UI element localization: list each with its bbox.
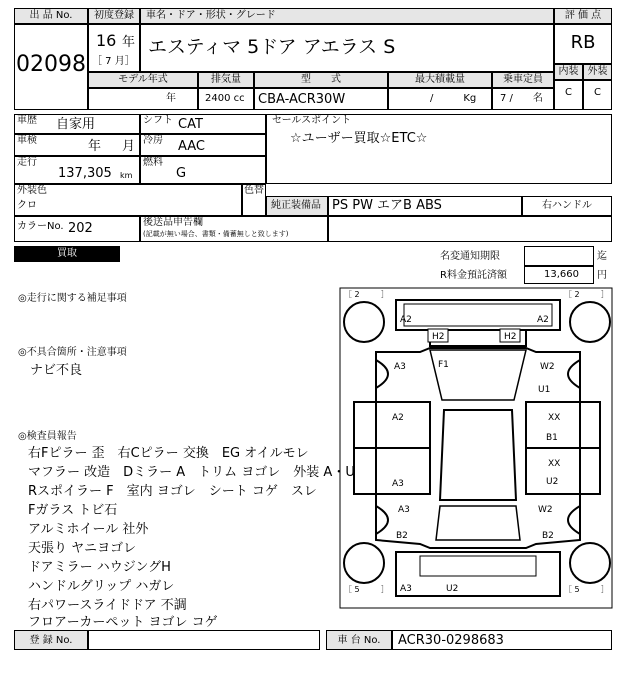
code-quarter-right-b: B2 — [542, 531, 554, 541]
ext-color-value: クロ — [17, 200, 37, 211]
ac-value: AAC — [178, 139, 205, 154]
tire-fr-icon — [570, 302, 610, 342]
chassis-no: ACR30-0298683 — [398, 633, 504, 648]
code-door-left-front: A2 — [392, 413, 404, 423]
inspection-label: 車検 — [17, 135, 37, 146]
car-name-label: 車名・ドア・形状・グレード — [146, 10, 276, 21]
code-front-bumper-b: A2 — [537, 315, 549, 325]
recycle-amount: 13,660 — [544, 269, 579, 280]
code-door-right-rear-u: U2 — [546, 477, 559, 487]
inspector-line: Fガラス トビ石 — [28, 503, 118, 518]
first-reg-label: 初度登録 — [94, 10, 134, 21]
handle-value: 右ハンドル — [542, 200, 592, 211]
model-year-unit: 年 — [166, 93, 176, 104]
docs-note: (記載が無い場合、書類・備蓄無しと致します) — [143, 230, 289, 238]
equipment-value: PS PW エアB ABS — [332, 198, 442, 213]
capacity-label: 乗車定員 — [503, 74, 543, 85]
tire-rr-label: ［ 5 ］ — [564, 585, 609, 594]
exterior-label: 外装 — [587, 66, 608, 77]
reg-no-label: 登 録 No. — [29, 635, 73, 646]
model-code: CBA-ACR30W — [258, 92, 346, 107]
code-hood-h2-left: H2 — [432, 332, 445, 342]
docs-label: 後送品申告欄 — [143, 217, 203, 228]
code-front-bumper-a: A2 — [400, 315, 412, 325]
defects-label: ◎不具合箇所・注意事項 — [18, 347, 127, 358]
inspector-line: 右Fピラー 歪 右Cピラー 交換 EG オイルモレ — [28, 446, 309, 461]
inspector-line: フロアーカーペット ヨゴレ コゲ — [28, 615, 218, 630]
inspector-line: ハンドルグリップ ハガレ — [28, 579, 175, 594]
driving-notes-label: ◎走行に関する補足事項 — [18, 293, 127, 304]
rear-glass-shape — [436, 506, 520, 540]
history-label: 車歴 — [17, 115, 37, 126]
displacement-label: 排気量 — [211, 74, 241, 85]
code-door-right-front-b: B1 — [546, 433, 558, 443]
code-rear-bumper-u: U2 — [446, 584, 459, 594]
color-no-label: カラーNo. — [17, 221, 64, 232]
shift-label: シフト — [143, 115, 173, 126]
car-name: エスティマ 5ドア アエラス S — [148, 36, 396, 58]
rating-value: RB — [570, 32, 596, 53]
capacity-value: 7 / 名 — [500, 93, 543, 104]
door-lf-shape — [354, 402, 430, 448]
windshield-shape — [430, 350, 526, 400]
displacement-value: 2400 cc — [205, 93, 245, 104]
tire-fl-icon — [344, 302, 384, 342]
code-quarter-right-w: W2 — [538, 505, 553, 515]
year-unit: 年 — [122, 35, 136, 50]
max-load-label: 最大積載量 — [415, 74, 465, 85]
recycle-label: R料金預託済額 — [440, 270, 507, 281]
code-fender-right-u: U1 — [538, 385, 551, 395]
inspector-label: ◎検査員報告 — [18, 431, 77, 442]
inspector-line: アルミホイール 社外 — [28, 522, 149, 537]
code-quarter-left-b: B2 — [396, 531, 408, 541]
inspector-line: ドアミラー ハウジングH — [28, 560, 171, 575]
color-no-value: 202 — [68, 221, 93, 236]
tire-fr-label: ［ 2 ］ — [564, 290, 609, 299]
rear-bumper-shape — [396, 552, 560, 596]
defects-value: ナビ不良 — [30, 363, 83, 378]
tire-rl-icon — [344, 543, 384, 583]
tire-fl-label: ［ 2 ］ — [344, 290, 389, 299]
repaint-label: 色替 — [244, 185, 264, 196]
shift-value: CAT — [178, 117, 203, 132]
roof-shape — [440, 410, 516, 500]
name-change-unit: 迄 — [597, 251, 607, 262]
door-rr-shape — [526, 448, 600, 494]
fuel-value: G — [176, 166, 187, 181]
code-door-left-rear: A3 — [392, 479, 404, 489]
code-windshield: F1 — [438, 360, 449, 370]
history-value: 自家用 — [56, 117, 96, 132]
inspector-line: 右パワースライドドア 不調 — [28, 598, 187, 613]
inspector-line: Rスポイラー F 室内 ヨゴレ シート コゲ スレ — [28, 484, 317, 499]
inspection-month-unit: 月 — [122, 139, 136, 154]
code-fender-right-w: W2 — [540, 362, 555, 372]
recycle-unit: 円 — [597, 270, 607, 281]
rating-label: 評 価 点 — [564, 10, 602, 21]
inspection-year-unit: 年 — [88, 139, 102, 154]
name-change-label: 名変通知期限 — [440, 251, 500, 262]
code-rear-bumper-a: A3 — [400, 584, 412, 594]
model-year-label: モデル年式 — [118, 74, 168, 85]
exterior-grade: C — [594, 87, 601, 98]
inspector-line: マフラー 改造 Dミラー A トリム ヨゴレ 外装 A・U — [28, 465, 355, 480]
lot-number: 02098 — [16, 52, 86, 77]
chassis-label: 車 台 No. — [337, 635, 381, 646]
lot-label: 出 品 No. — [29, 10, 73, 21]
code-door-right-rear-xx: XX — [548, 459, 561, 469]
purchase-badge: 買取 — [57, 248, 77, 259]
code-fender-left: A3 — [394, 362, 406, 372]
model-label: 型 式 — [301, 74, 341, 85]
tire-rl-label: ［ 5 ］ — [344, 585, 389, 594]
sales-point-label: セールスポイント — [272, 115, 352, 126]
mileage-unit: km — [120, 171, 133, 180]
code-quarter-left-a: A3 — [398, 505, 410, 515]
inspector-line: 天張り ヤニヨゴレ — [28, 541, 137, 556]
first-reg-year: 16 — [96, 31, 117, 50]
mileage-value: 137,305 — [58, 166, 112, 181]
interior-label: 内装 — [558, 66, 579, 77]
door-rf-shape — [526, 402, 600, 448]
fuel-label: 燃料 — [143, 157, 163, 168]
ext-color-label: 外装色 — [17, 185, 47, 196]
interior-grade: C — [565, 87, 572, 98]
code-door-right-front-xx: XX — [548, 413, 561, 423]
tire-rr-icon — [570, 543, 610, 583]
ac-label: 冷房 — [143, 135, 163, 146]
equipment-label: 純正装備品 — [271, 200, 321, 211]
sales-point-value: ☆ユーザー買取☆ETC☆ — [290, 131, 428, 146]
mileage-label: 走行 — [17, 157, 37, 168]
code-hood-h2-right: H2 — [504, 332, 517, 342]
first-reg-month: ［ 7 月］ — [92, 56, 135, 67]
max-load-value: / Kg — [430, 93, 477, 104]
reg-no-field — [88, 630, 320, 650]
